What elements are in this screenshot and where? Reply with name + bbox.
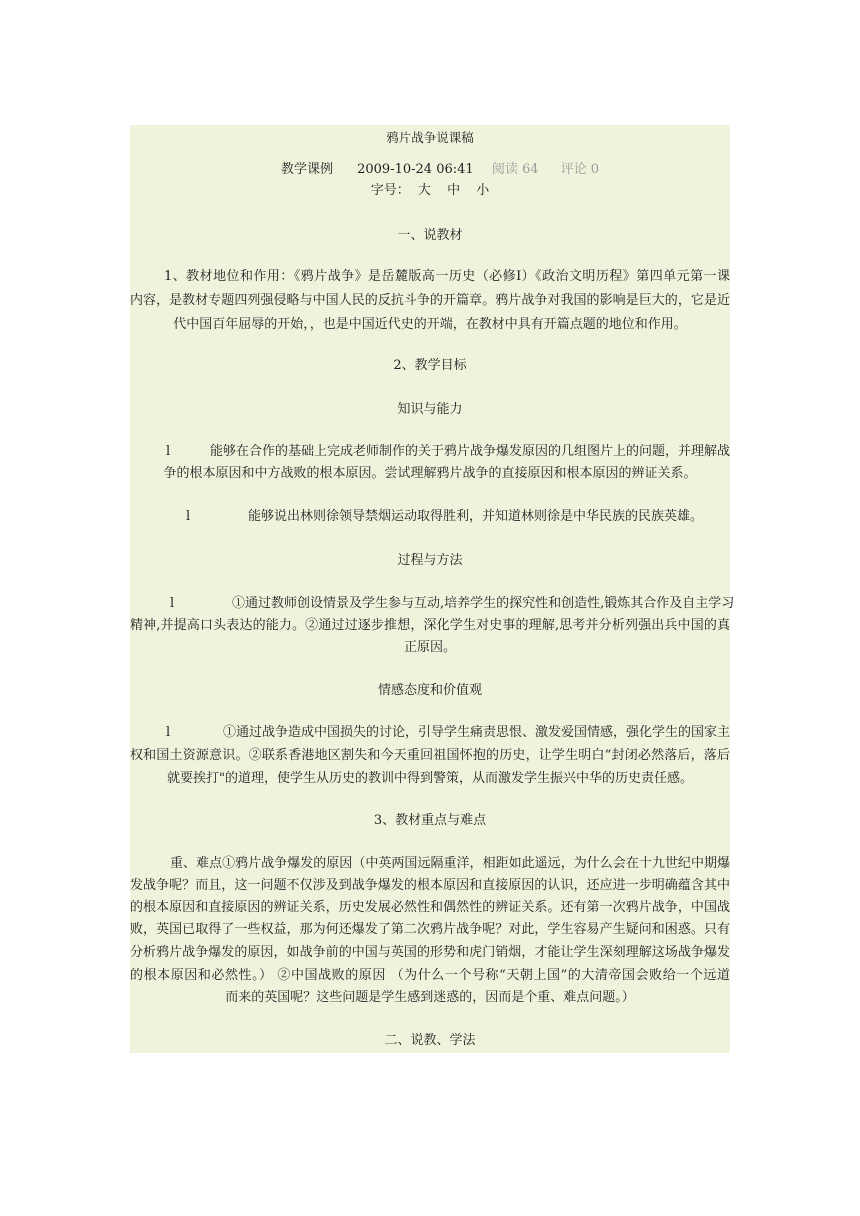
paragraph-line: 分析鸦片战争爆发的原因，如战争前的中国与英国的形势和虎门销烟，才能让学生深刻理解这场战争爆发	[130, 945, 730, 960]
paragraph-line: ①通过战争造成中国损失的讨论，引导学生痛责思恨、激发爱国情感，强化学生的国家主	[223, 725, 731, 740]
paragraph-line: 争的根本原因和中方战败的根本原因。尝试理解鸦片战争的直接原因和根本原因的辨证关系。	[163, 466, 697, 481]
paragraph-line: 发战争呢？而且，这一问题不仅涉及到战争爆发的根本原因和直接原因的认识，还应进一步明确蕴含其中	[130, 878, 730, 893]
subsection-heading: 情感态度和价值观	[377, 683, 482, 698]
read-count: 阅读 64	[491, 162, 539, 177]
section-heading: 3、教材重点与难点	[373, 813, 487, 828]
subsection-heading: 知识与能力	[397, 402, 463, 417]
paragraph-line: 1、教材地位和作用：《鸦片战争》是岳麓版高一历史（必修Ⅰ）《政治文明历程》第四单元第一课	[164, 269, 730, 284]
paragraph-line: 能够在合作的基础上完成老师制作的关于鸦片战争爆发原因的几组图片上的问题，并理解战	[210, 444, 731, 459]
category-link[interactable]: 教学课例	[280, 162, 333, 177]
paragraph-line: 内容，是教材专题四列强侵略与中国人民的反抗斗争的开篇章。鸦片战争对我国的影响是巨大的，它是近	[130, 293, 730, 308]
article-title: 鸦片战争说课稿	[386, 130, 474, 145]
paragraph-line: ①通过教师创设情景及学生参与互动,培养学生的探究性和创造性,锻炼其合作及自主学习	[232, 596, 735, 611]
font-size-switcher	[130, 183, 730, 199]
bullet-mark: l	[166, 444, 171, 459]
paragraph-line: 正原因。	[403, 640, 456, 655]
paragraph-line: 败，英国已取得了一些权益，那为何还爆发了第二次鸦片战争呢？对此，学生容易产生疑问和困惑。只有	[130, 922, 730, 937]
paragraph-line: 代中国百年屈辱的开始，，也是中国近代史的开端，在教材中具有开篇点题的地位和作用。	[173, 317, 687, 332]
paragraph-line: 精神,并提高口头表达的能力。②通过过逐步推想，深化学生对史事的理解,思考并分析列强出兵中国的真	[130, 618, 730, 633]
font-size-small[interactable]: 小	[476, 183, 490, 198]
subsection-heading: 过程与方法	[397, 553, 463, 568]
post-datetime: 2009-10-24 06:41	[357, 162, 474, 177]
paragraph-line: 重、难点①鸦片战争爆发的原因（中英两国远隔重洋，相距如此遥远，为什么会在十九世纪中期爆	[170, 856, 730, 871]
article-panel	[130, 125, 735, 1053]
font-size-large[interactable]: 大	[417, 183, 431, 198]
paragraph-line: 而来的英国呢？这些问题是学生感到迷惑的，因而是个重、难点问题。）	[225, 990, 635, 1005]
section-heading: 一、说教材	[397, 228, 463, 243]
section-heading: 2、教学目标	[393, 358, 467, 373]
bullet-mark: l	[186, 509, 191, 524]
bullet-mark: l	[166, 725, 171, 740]
bullet-mark: l	[170, 596, 175, 611]
font-size-label: 字号：	[370, 183, 410, 198]
paragraph-line: 的根本原因和直接原因的辨证关系，历史发展必然性和偶然性的辨证关系。还有第一次鸦片战争，中国战	[130, 900, 730, 915]
paragraph-line: 的根本原因和必然性。） ②中国战败的原因 （为什么一个号称“天朝上国”的大清帝国会败给一个远道	[130, 968, 730, 983]
font-size-medium[interactable]: 中	[447, 183, 461, 198]
article-meta	[130, 162, 730, 178]
section-heading: 二、说教、学法	[384, 1033, 476, 1048]
paragraph-line: 就要挨打"的道理，使学生从历史的教训中得到警策，从而激发学生振兴中华的历史责任感。	[167, 771, 693, 786]
comment-count[interactable]: 评论 0	[560, 162, 600, 177]
paragraph-line: 能够说出林则徐领导禁烟运动取得胜利，并知道林则徐是中华民族的民族英雄。	[248, 509, 704, 524]
paragraph-line: 权和国土资源意识。②联系香港地区割失和今天重回祖国怀抱的历史，让学生明白“封闭必然落后，落后	[130, 748, 730, 763]
